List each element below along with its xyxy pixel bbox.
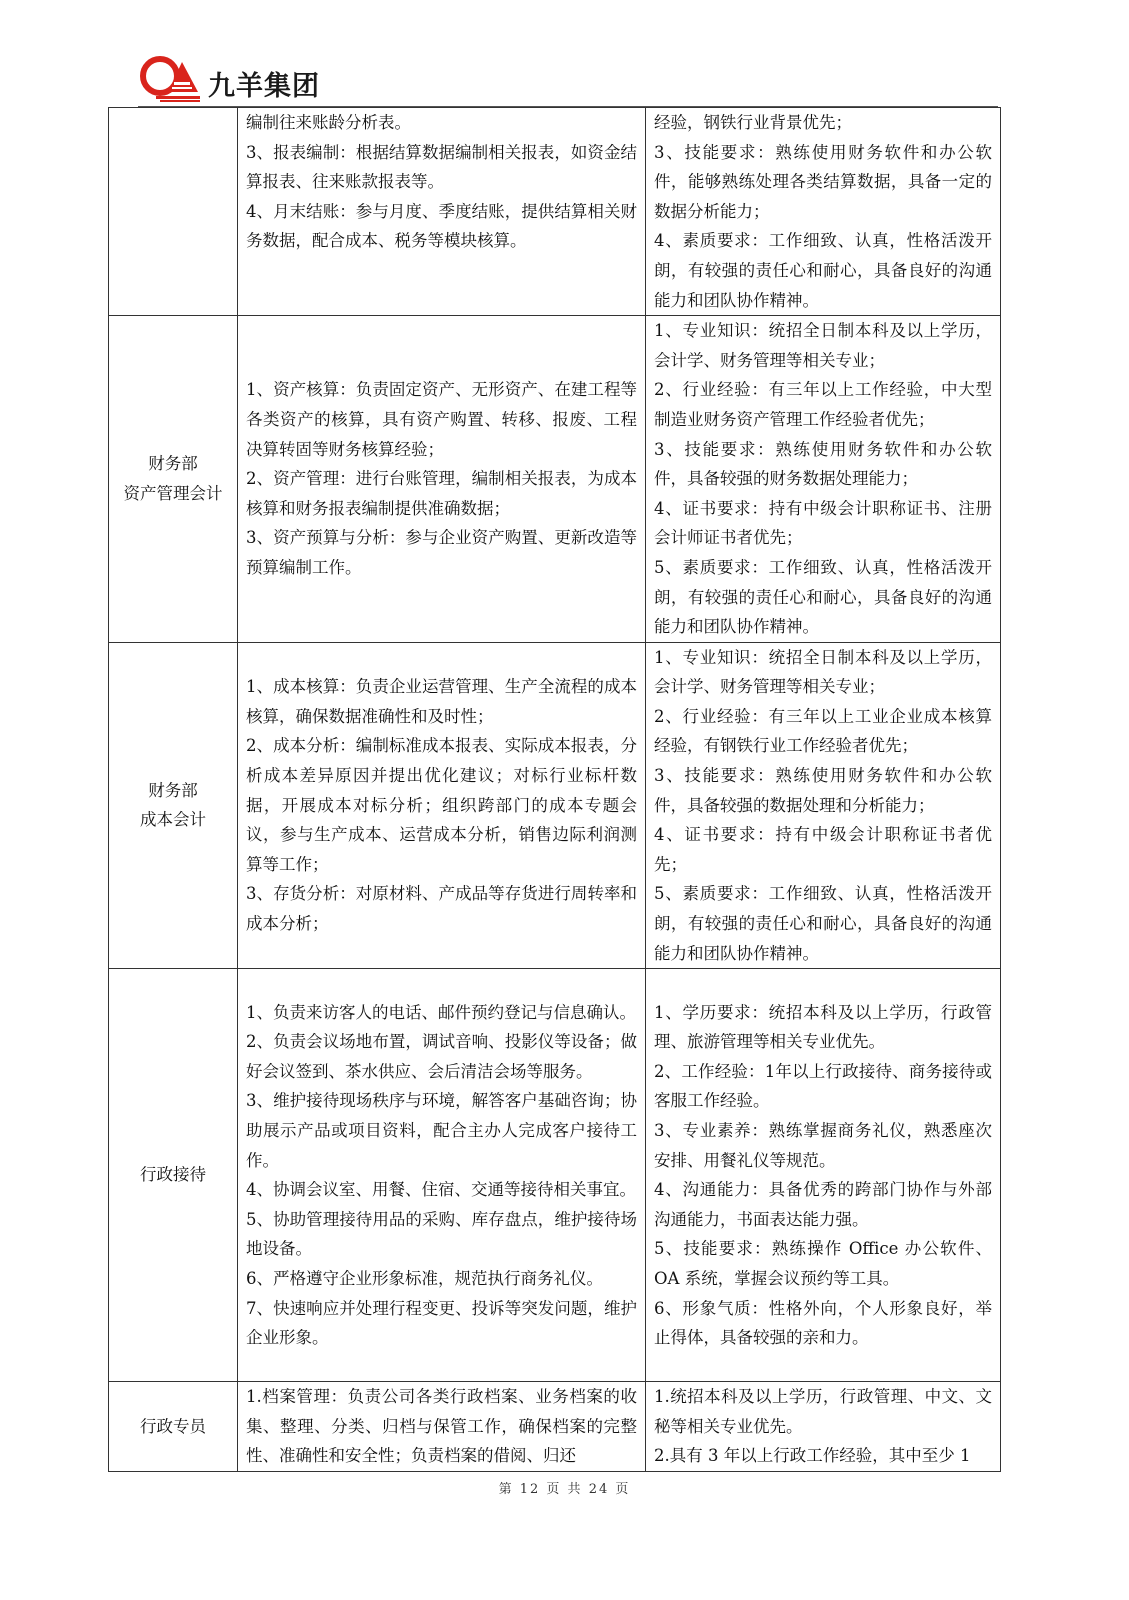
requirement-item: 3、技能要求：熟练使用财务软件和办公软件，能够熟练处理各类结算数据，具备一定的数据分析能力； xyxy=(654,142,992,221)
requirements-cell xyxy=(646,969,1001,1382)
requirement-item: 4、沟通能力：具备优秀的跨部门协作与外部沟通能力，书面表达能力强。 xyxy=(654,1180,992,1229)
position-cell xyxy=(109,642,238,969)
duty-item: 2、成本分析：编制标准成本报表、实际成本报表，分析成本差异原因并提出优化建议；对标行业标杆数据，开展成本对标分析；组织跨部门的成本专题会议，参与生产成本、运营成本分析，销售边际利润测算等工作； xyxy=(246,736,637,874)
requirement-item: 4、证书要求：持有中级会计职称证书者优先； xyxy=(654,825,992,874)
position-name: 财务部 xyxy=(148,780,198,800)
requirement-item: 4、证书要求：持有中级会计职称证书、注册会计师证书者优先； xyxy=(654,498,992,548)
duties-cell xyxy=(238,108,646,316)
duty-item: 4、月末结账：参与月度、季度结账，提供结算相关财务数据，配合成本、税务等模块核算。 xyxy=(246,201,637,251)
position-name: 财务部 xyxy=(148,454,198,474)
requirement-item: 2、行业经验：有三年以上工业企业成本核算经验，有钢铁行业工作经验者优先； xyxy=(654,706,992,756)
duty-item: 2、负责会议场地布置，调试音响、投影仪等设备；做好会议签到、茶水供应、会后清洁会场等服务。 xyxy=(246,1032,637,1081)
position-name: 资产管理会计 xyxy=(123,483,223,503)
duty-item: 编制往来账龄分析表。 xyxy=(246,113,411,132)
requirement-item: 2、行业经验：有三年以上工作经验，中大型制造业财务资产管理工作经验者优先； xyxy=(654,380,992,429)
page-footer xyxy=(0,1478,1129,1497)
duty-item: 7、快速响应并处理行程变更、投诉等突发问题，维护企业形象。 xyxy=(246,1298,637,1348)
requirement-item: 1、学历要求：统招本科及以上学历，行政管理、旅游管理等相关专业优先。 xyxy=(654,1002,992,1052)
duty-item: 3、存货分析：对原材料、产成品等存货进行周转率和成本分析； xyxy=(246,884,637,934)
duty-item: 2、资产管理：进行台账管理，编制相关报表，为成本核算和财务报表编制提供准确数据； xyxy=(246,469,637,518)
requirements-cell xyxy=(646,642,1001,969)
requirements-cell xyxy=(646,316,1001,643)
footer-prefix: 第 xyxy=(498,1482,514,1497)
position-cell xyxy=(109,1382,238,1472)
position-cell xyxy=(109,108,238,316)
duty-item: 3、维护接待现场秩序与环境，解答客户基础咨询；协助展示产品或项目资料，配合主办人完成客户接待工作。 xyxy=(246,1091,637,1170)
requirement-item: 1、专业知识：统招全日制本科及以上学历，会计学、财务管理等相关专业； xyxy=(654,321,992,370)
page-number: 12 xyxy=(519,1482,541,1497)
table-row xyxy=(109,1382,1001,1472)
requirement-item: 3、专业素养：熟练掌握商务礼仪，熟悉座次安排、用餐礼仪等规范。 xyxy=(654,1121,992,1170)
position-cell xyxy=(109,316,238,643)
duty-item: 1、负责来访客人的电话、邮件预约登记与信息确认。 xyxy=(246,1002,636,1022)
duty-item: 3、资产预算与分析：参与企业资产购置、更新改造等预算编制工作。 xyxy=(246,528,637,577)
jiuyang-logo-icon xyxy=(138,52,204,104)
table-row xyxy=(109,969,1001,1382)
requirement-item: 3、技能要求：熟练使用财务软件和办公软件，具备较强的数据处理和分析能力； xyxy=(654,766,992,815)
duty-item: 3、报表编制：根据结算数据编制相关报表，如资金结算报表、往来账款报表等。 xyxy=(246,142,637,192)
duty-item: 1.档案管理：负责公司各类行政档案、业务档案的收集、整理、分类、归档与保管工作，确保档案的完整性、准确性和安全性；负责档案的借阅、归还 xyxy=(246,1387,637,1466)
duty-item: 4、协调会议室、用餐、住宿、交通等接待相关事宜。 xyxy=(246,1180,636,1200)
table-row xyxy=(109,108,1001,316)
duties-cell xyxy=(238,642,646,969)
duties-cell xyxy=(238,316,646,643)
requirement-item: 1.统招本科及以上学历，行政管理、中文、文秘等相关专业优先。 xyxy=(654,1387,992,1436)
requirement-item: 3、技能要求：熟练使用财务软件和办公软件，具备较强的财务数据处理能力； xyxy=(654,439,992,489)
position-name: 成本会计 xyxy=(140,810,206,830)
table-row xyxy=(109,316,1001,643)
duties-cell xyxy=(238,1382,646,1472)
requirements-cell xyxy=(646,1382,1001,1472)
footer-suffix: 页 xyxy=(615,1482,631,1497)
requirement-item: 4、素质要求：工作细致、认真，性格活泼开朗，有较强的责任心和耐心，具备良好的沟通能力和团队协作精神。 xyxy=(654,231,992,310)
duties-cell xyxy=(238,969,646,1382)
requirement-item: 2、工作经验：1年以上行政接待、商务接待或客服工作经验。 xyxy=(654,1061,992,1111)
requirements-cell xyxy=(646,108,1001,316)
table-row xyxy=(109,642,1001,969)
duty-item: 1、成本核算：负责企业运营管理、生产全流程的成本核算，确保数据准确性和及时性； xyxy=(246,677,637,726)
brand-name: 九羊集团 xyxy=(208,71,320,102)
position-cell xyxy=(109,969,238,1382)
position-name: 行政专员 xyxy=(140,1416,206,1436)
requirement-item: 1、专业知识：统招全日制本科及以上学历，会计学、财务管理等相关专业； xyxy=(654,647,992,697)
page-header xyxy=(138,52,998,108)
requirement-item: 5、素质要求：工作细致、认真，性格活泼开朗，有较强的责任心和耐心，具备良好的沟通能力和团队协作精神。 xyxy=(654,884,992,963)
requirement-item: 经验，钢铁行业背景优先； xyxy=(654,113,852,132)
duty-item: 6、严格遵守企业形象标准，规范执行商务礼仪。 xyxy=(246,1269,603,1288)
requirement-item: 5、技能要求：熟练操作 Office 办公软件、OA 系统，掌握会议预约等工具。 xyxy=(654,1239,992,1288)
duty-item: 1、资产核算：负责固定资产、无形资产、在建工程等各类资产的核算，具有资产购置、转移、报废、工程决算转固等财务核算经验； xyxy=(246,380,637,459)
duty-item: 5、协助管理接待用品的采购、库存盘点，维护接待场地设备。 xyxy=(246,1209,637,1259)
requirement-item: 5、素质要求：工作细致、认真，性格活泼开朗，有较强的责任心和耐心，具备良好的沟通能力和团队协作精神。 xyxy=(654,557,992,637)
position-name: 行政接待 xyxy=(140,1165,206,1185)
requirement-item: 6、形象气质：性格外向，个人形象良好，举止得体，具备较强的亲和力。 xyxy=(654,1298,992,1348)
page-total: 24 xyxy=(588,1482,610,1497)
footer-middle: 页 共 xyxy=(546,1482,583,1497)
requirement-item: 2.具有 3 年以上行政工作经验，其中至少 1 xyxy=(654,1446,971,1466)
job-description-table xyxy=(108,107,1001,1472)
